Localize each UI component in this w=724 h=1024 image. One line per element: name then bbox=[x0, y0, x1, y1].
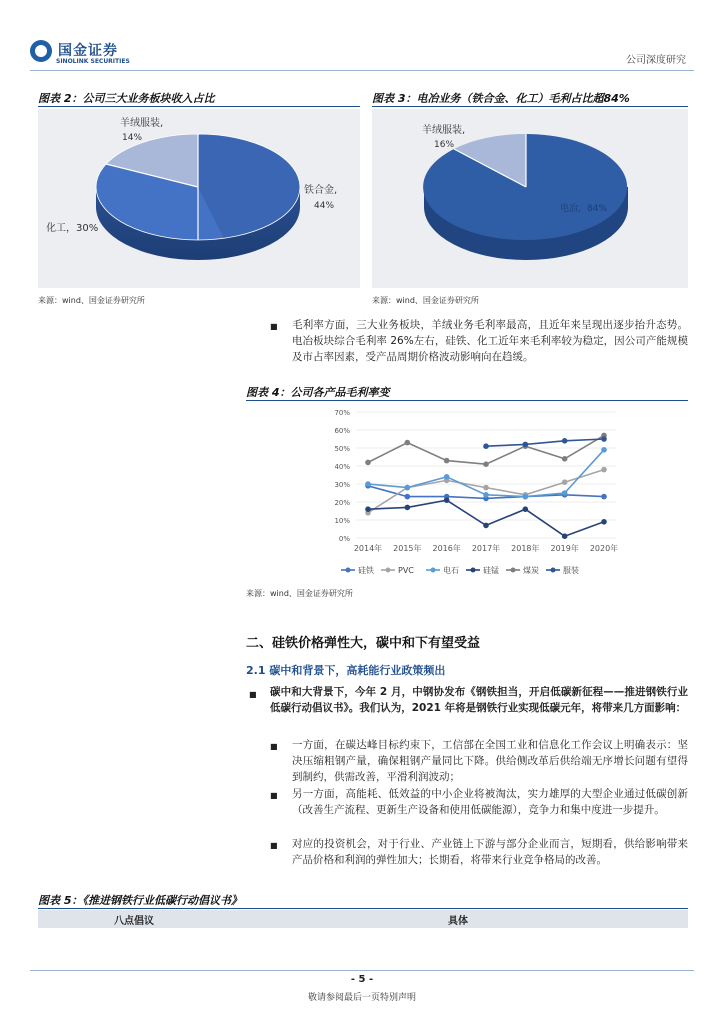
bullet-marker: ■ bbox=[249, 690, 257, 699]
page-number: - 5 - bbox=[350, 974, 374, 985]
data-point bbox=[405, 505, 411, 511]
data-point bbox=[562, 456, 568, 462]
logo-icon bbox=[30, 40, 52, 62]
label-electro: 电冶，84% bbox=[560, 204, 608, 214]
legend-marker bbox=[551, 568, 556, 573]
y-tick-label: 10% bbox=[334, 517, 350, 525]
fig2-source: 来源：wind、国金证券研究所 bbox=[38, 296, 145, 305]
bullet-marker: ■ bbox=[270, 791, 278, 800]
data-point bbox=[601, 494, 607, 500]
x-tick-label: 2020年 bbox=[589, 544, 619, 553]
y-tick-label: 20% bbox=[334, 499, 350, 507]
label-ferroalloy-pct: 44% bbox=[314, 201, 335, 211]
data-point bbox=[483, 443, 489, 449]
x-tick-label: 2017年 bbox=[471, 544, 501, 553]
data-point bbox=[523, 506, 529, 512]
legend-marker bbox=[431, 568, 436, 573]
data-point bbox=[483, 523, 489, 529]
fig2-rule bbox=[38, 106, 360, 107]
bold-paragraph: 碳中和大背景下，今年 2 月，中钢协发布《钢铁担当，开启低碳新征程——推进钢铁行业低碳行动倡议书》。我们认为，2021 年将是钢铁行业实现低碳元年，将带来几方面影响： bbox=[270, 686, 688, 714]
fig3-panel bbox=[372, 109, 688, 288]
logo-text: 国金证券 bbox=[58, 43, 118, 59]
legend-label: 煤炭 bbox=[523, 566, 539, 575]
fig3-source: 来源：wind、国金证券研究所 bbox=[372, 296, 479, 305]
bullet-marker: ■ bbox=[270, 841, 278, 850]
fig5-title: 图表 5：《推进钢铁行业低碳行动倡议书》 bbox=[38, 894, 242, 907]
data-point bbox=[562, 533, 568, 539]
fig3-title: 图表 3：电冶业务（铁合金、化工）毛利占比超84% bbox=[372, 92, 630, 105]
bullet-item: 一方面，在碳达峰目标约束下，工信部在全国工业和信息化工作会议上明确表示：坚决压缩粗钢产量，确保粗钢产量同比下降。供给侧改革后供给端无序增长问题有望得到制约，供需改善，平滑利润波动； bbox=[292, 739, 688, 783]
series-line bbox=[368, 470, 604, 513]
fig4-source: 来源：wind、国金证券研究所 bbox=[246, 589, 353, 598]
legend-label: 硅铁 bbox=[358, 566, 374, 575]
col-header-details: 具体 bbox=[448, 916, 468, 927]
label-cashmere: 羊绒服装, bbox=[422, 125, 466, 136]
legend-label: 硅锰 bbox=[483, 566, 499, 575]
data-point bbox=[601, 519, 607, 525]
footer-divider bbox=[30, 970, 694, 971]
data-point bbox=[483, 461, 489, 467]
header-divider bbox=[30, 70, 694, 71]
data-point bbox=[601, 436, 607, 442]
fig3-pie bbox=[372, 109, 688, 288]
fig4-chart bbox=[246, 402, 688, 582]
x-tick-label: 2018年 bbox=[511, 544, 540, 553]
x-tick-label: 2019年 bbox=[550, 544, 579, 553]
logo-text-en: SINOLINK SECURITIES bbox=[56, 58, 130, 65]
data-point bbox=[444, 458, 450, 464]
legend-marker bbox=[471, 568, 476, 573]
data-point bbox=[562, 490, 568, 496]
data-point bbox=[523, 442, 529, 448]
legend-label: PVC bbox=[398, 566, 414, 575]
data-point bbox=[562, 438, 568, 444]
data-point bbox=[483, 492, 489, 498]
bullet-marker: ■ bbox=[270, 322, 278, 331]
data-point bbox=[405, 440, 411, 446]
series-line bbox=[368, 500, 604, 536]
fig5-table-header bbox=[38, 910, 688, 928]
data-point bbox=[405, 494, 411, 500]
label-ferroalloy: 铁合金, bbox=[304, 185, 338, 196]
fig4-title: 图表 4：公司各产品毛利率变 bbox=[246, 386, 390, 399]
fig2-panel bbox=[38, 109, 360, 288]
footer-note: 敬请参阅最后一页特别声明 bbox=[307, 993, 416, 1003]
fig3-rule bbox=[372, 106, 688, 107]
data-point bbox=[601, 447, 607, 453]
legend-label: 服装 bbox=[563, 566, 579, 575]
label-cashmere-pct: 16% bbox=[434, 140, 455, 150]
x-tick-label: 2016年 bbox=[432, 544, 461, 553]
data-point bbox=[405, 485, 411, 491]
y-tick-label: 0% bbox=[338, 535, 350, 543]
y-tick-label: 30% bbox=[334, 481, 350, 489]
legend-marker bbox=[511, 568, 516, 573]
data-point bbox=[365, 460, 371, 466]
data-point bbox=[483, 485, 489, 491]
data-point bbox=[444, 474, 450, 480]
data-point bbox=[444, 497, 450, 503]
section-heading: 二、硅铁价格弹性大，碳中和下有望受益 bbox=[246, 636, 481, 651]
data-point bbox=[365, 506, 371, 512]
fig5-rule bbox=[38, 908, 688, 909]
fig4-rule bbox=[246, 400, 688, 401]
label-cashmere-pct: 14% bbox=[122, 133, 143, 143]
y-tick-label: 40% bbox=[334, 463, 350, 471]
legend-marker bbox=[346, 568, 351, 573]
series-line bbox=[368, 435, 604, 464]
col-header-proposals: 八点倡议 bbox=[114, 916, 154, 927]
y-tick-label: 70% bbox=[334, 409, 350, 417]
legend-label: 电石 bbox=[443, 566, 459, 575]
fig4-panel bbox=[246, 402, 688, 582]
data-point bbox=[523, 494, 529, 500]
x-tick-label: 2014年 bbox=[353, 544, 383, 553]
data-point bbox=[562, 479, 568, 485]
label-chemical: 化工，30% bbox=[46, 223, 99, 234]
report-type: 公司深度研究 bbox=[626, 55, 686, 66]
fig2-pie bbox=[38, 109, 360, 288]
y-tick-label: 60% bbox=[334, 427, 350, 435]
data-point bbox=[365, 481, 371, 487]
subsection-heading: 2.1 碳中和背景下，高耗能行业政策频出 bbox=[246, 664, 446, 677]
fig2-title: 图表 2：公司三大业务板块收入占比 bbox=[38, 92, 215, 105]
legend-marker bbox=[386, 568, 391, 573]
x-tick-label: 2015年 bbox=[393, 544, 422, 553]
bullet-item: 对应的投资机会，对于行业、产业链上下游与部分企业而言，短期看，供给影响带来产品价格和利润的弹性加大；长期看，将带来行业竞争格局的改善。 bbox=[292, 838, 688, 866]
y-tick-label: 50% bbox=[334, 445, 350, 453]
data-point bbox=[601, 467, 607, 473]
label-cashmere: 羊绒服装, bbox=[120, 118, 164, 129]
bullet-item: 另一方面，高能耗、低效益的中小企业将被淘汰，实力雄厚的大型企业通过低碳创新（改善生产流程、更新生产设备和使用低碳能源），竞争力和集中度进一步提升。 bbox=[292, 788, 688, 816]
bullet-marker: ■ bbox=[270, 742, 278, 751]
paragraph-margin: 毛利率方面，三大业务板块，羊绒业务毛利率最高，且近年来呈现出逐步抬升态势。电冶板块综合毛利率 26%左右，硅铁、化工近年来毛利率较为稳定，因公司产能规模及市占率因素，受产品周期价格波动影响向在趋缓。 bbox=[292, 319, 688, 363]
